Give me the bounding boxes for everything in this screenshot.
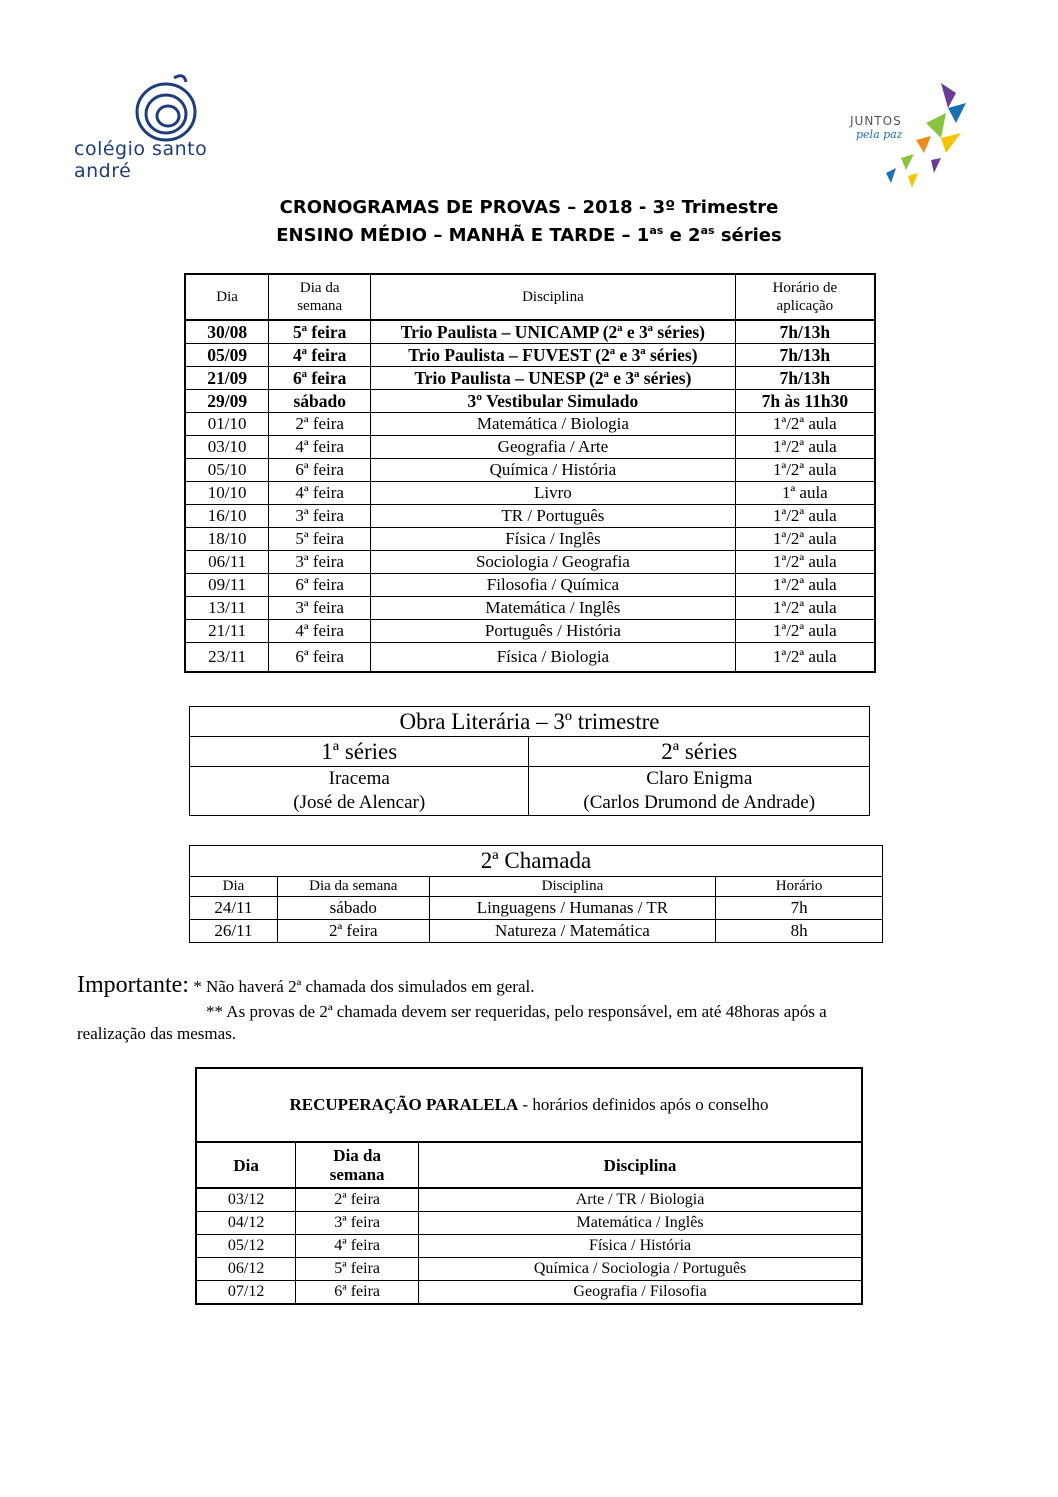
table-cell: 5ª feira — [269, 320, 371, 344]
importante-note3: realização das mesmas. — [77, 1024, 237, 1043]
juntos-badge — [846, 78, 976, 193]
table-row — [185, 390, 875, 413]
table-row — [185, 551, 875, 574]
table-cell: 4ª feira — [269, 344, 371, 367]
segunda-chamada-table — [189, 845, 883, 943]
table-cell: 1ª/2ª aula — [735, 436, 875, 459]
table-row — [185, 505, 875, 528]
table-cell: Química / História — [371, 459, 736, 482]
school-logo — [74, 70, 254, 182]
table-cell: 01/10 — [185, 413, 269, 436]
table-row — [196, 1281, 862, 1305]
recuperacao-title-rest: - horários definidos após o conselho — [518, 1095, 769, 1114]
table-cell: 29/09 — [185, 390, 269, 413]
table-cell: sábado — [277, 897, 429, 920]
table-cell: Geografia / Filosofia — [419, 1281, 862, 1305]
table-cell: 21/09 — [185, 367, 269, 390]
table-cell: 18/10 — [185, 528, 269, 551]
table-cell: Matemática / Inglês — [419, 1212, 862, 1235]
table-cell: 1ª/2ª aula — [735, 643, 875, 673]
table-cell: 3ª feira — [296, 1212, 419, 1235]
subtitle-pre: ENSINO MÉDIO – MANHÃ E TARDE – 1 — [276, 225, 650, 246]
page-title: CRONOGRAMAS DE PROVAS – 2018 - 3º Trimestre — [279, 197, 779, 218]
table-cell: 1ª/2ª aula — [735, 620, 875, 643]
table-cell: sábado — [269, 390, 371, 413]
table-row — [185, 597, 875, 620]
chamada-title: 2ª Chamada — [190, 846, 883, 877]
table-cell: 1ª/2ª aula — [735, 528, 875, 551]
importante-note2: ** As provas de 2ª chamada devem ser requeridas, pelo responsável, em até 48horas após a — [206, 1002, 827, 1021]
chamada-header-disciplina: Disciplina — [429, 877, 716, 897]
table-cell: 2ª feira — [277, 920, 429, 943]
obra-col1-book: Iracema — [328, 768, 390, 789]
table-row — [185, 367, 875, 390]
table-row — [185, 528, 875, 551]
obra-col2-header: 2ª séries — [529, 737, 870, 767]
table-cell: Linguagens / Humanas / TR — [429, 897, 716, 920]
table-cell: 24/11 — [190, 897, 278, 920]
table-cell: 03/10 — [185, 436, 269, 459]
table-cell: 1ª/2ª aula — [735, 413, 875, 436]
table-cell: 8h — [716, 920, 883, 943]
subtitle-mid: e 2 — [663, 225, 701, 246]
table-cell: Livro — [371, 482, 736, 505]
table-cell: 1ª/2ª aula — [735, 551, 875, 574]
table-row — [185, 413, 875, 436]
table-cell: 06/11 — [185, 551, 269, 574]
table-cell: Matemática / Inglês — [371, 597, 736, 620]
school-name: colégio santo andré — [74, 138, 208, 182]
table-cell: 1ª/2ª aula — [735, 574, 875, 597]
table-cell: 05/12 — [196, 1235, 296, 1258]
table-cell: 23/11 — [185, 643, 269, 673]
table-cell: 6ª feira — [269, 367, 371, 390]
table-row — [185, 459, 875, 482]
table-cell: 6ª feira — [296, 1281, 419, 1305]
table-row — [196, 1188, 862, 1212]
badge-text: JUNTOS — [850, 114, 902, 128]
table-cell: 3ª feira — [269, 551, 371, 574]
table-cell: 05/09 — [185, 344, 269, 367]
table-cell: 03/12 — [196, 1188, 296, 1212]
importante-note1: * Não haverá 2ª chamada dos simulados em geral. — [188, 977, 535, 996]
table-cell: Química / Sociologia / Português — [419, 1258, 862, 1281]
page-subtitle — [0, 225, 1058, 246]
importante-colon: : — [182, 972, 189, 998]
table-cell: 6ª feira — [269, 643, 371, 673]
subtitle-sup1: as — [649, 224, 664, 237]
table-cell: Arte / TR / Biologia — [419, 1188, 862, 1212]
table-cell: 3º Vestibular Simulado — [371, 390, 736, 413]
obra-col1-cell — [190, 767, 529, 816]
obra-title: Obra Literária – 3º trimestre — [190, 707, 870, 737]
table-header-row — [185, 274, 875, 320]
badge-subtext: pela paz — [856, 128, 903, 141]
table-cell: 7h/13h — [735, 367, 875, 390]
table-cell: 3ª feira — [269, 597, 371, 620]
table-cell: 09/11 — [185, 574, 269, 597]
header-horario: Horário de aplicação — [735, 274, 875, 320]
table-cell: 04/12 — [196, 1212, 296, 1235]
table-cell: 06/12 — [196, 1258, 296, 1281]
table-cell: 10/10 — [185, 482, 269, 505]
recuperacao-header-row — [196, 1142, 862, 1188]
table-cell: 5ª feira — [269, 528, 371, 551]
obra-col2-book: Claro Enigma — [646, 768, 753, 789]
table-cell: 4ª feira — [269, 436, 371, 459]
table-cell: 13/11 — [185, 597, 269, 620]
table-cell: 2ª feira — [296, 1188, 419, 1212]
recuperacao-title — [196, 1068, 862, 1142]
table-row — [190, 920, 883, 943]
table-cell: Filosofia / Química — [371, 574, 736, 597]
chamada-header-row — [190, 877, 883, 897]
table-cell: 2ª feira — [269, 413, 371, 436]
obra-col2-author: (Carlos Drumond de Andrade) — [583, 792, 816, 813]
table-cell: 30/08 — [185, 320, 269, 344]
table-cell: 1ª aula — [735, 482, 875, 505]
table-cell: 6ª feira — [269, 574, 371, 597]
table-cell: 1ª/2ª aula — [735, 597, 875, 620]
recuperacao-table — [195, 1067, 863, 1305]
table-cell: Física / Biologia — [371, 643, 736, 673]
chamada-header-dia: Dia — [190, 877, 278, 897]
obra-col2-cell — [529, 767, 870, 816]
recuperacao-header-dia: Dia — [196, 1142, 296, 1188]
table-cell: TR / Português — [371, 505, 736, 528]
table-cell: 7h — [716, 897, 883, 920]
table-row — [196, 1258, 862, 1281]
table-row — [196, 1212, 862, 1235]
obra-literaria-table — [189, 706, 870, 816]
chamada-header-horario: Horário — [716, 877, 883, 897]
header-disciplina: Disciplina — [371, 274, 736, 320]
header-dia: Dia — [185, 274, 269, 320]
table-cell: 05/10 — [185, 459, 269, 482]
table-cell: 1ª/2ª aula — [735, 459, 875, 482]
table-cell: 07/12 — [196, 1281, 296, 1305]
importante-label: Importante — [77, 972, 183, 998]
obra-col1-header: 1ª séries — [190, 737, 529, 767]
table-row — [185, 320, 875, 344]
table-cell: 4ª feira — [269, 620, 371, 643]
table-cell: 7h/13h — [735, 320, 875, 344]
table-row — [185, 620, 875, 643]
table-cell: Matemática / Biologia — [371, 413, 736, 436]
table-cell: 4ª feira — [269, 482, 371, 505]
recuperacao-title-bold: RECUPERAÇÃO PARALELA — [289, 1095, 519, 1114]
table-cell: 1ª/2ª aula — [735, 505, 875, 528]
header-dia-semana: Dia da semana — [269, 274, 371, 320]
table-row — [196, 1235, 862, 1258]
obra-col1-author: (José de Alencar) — [293, 792, 426, 813]
table-row — [185, 643, 875, 673]
table-row — [185, 344, 875, 367]
importante-block — [77, 972, 535, 999]
recuperacao-header-disciplina: Disciplina — [419, 1142, 862, 1188]
table-cell: Trio Paulista – UNESP (2ª e 3ª séries) — [371, 367, 736, 390]
chamada-header-dia-semana: Dia da semana — [277, 877, 429, 897]
table-cell: 26/11 — [190, 920, 278, 943]
subtitle-post: séries — [714, 225, 782, 246]
table-cell: Natureza / Matemática — [429, 920, 716, 943]
table-row — [185, 436, 875, 459]
table-row — [185, 574, 875, 597]
table-cell: Física / História — [419, 1235, 862, 1258]
recuperacao-header-dia-semana: Dia da semana — [296, 1142, 419, 1188]
table-cell: Sociologia / Geografia — [371, 551, 736, 574]
table-row — [185, 482, 875, 505]
table-cell: Trio Paulista – FUVEST (2ª e 3ª séries) — [371, 344, 736, 367]
table-cell: Português / História — [371, 620, 736, 643]
table-cell: 6ª feira — [269, 459, 371, 482]
table-cell: 7h/13h — [735, 344, 875, 367]
table-row — [190, 897, 883, 920]
exam-schedule-table — [184, 273, 876, 673]
table-cell: 3ª feira — [269, 505, 371, 528]
table-cell: Trio Paulista – UNICAMP (2ª e 3ª séries) — [371, 320, 736, 344]
subtitle-sup2: as — [700, 224, 715, 237]
table-cell: 16/10 — [185, 505, 269, 528]
table-cell: 21/11 — [185, 620, 269, 643]
table-cell: 5ª feira — [296, 1258, 419, 1281]
table-cell: 7h às 11h30 — [735, 390, 875, 413]
table-cell: 4ª feira — [296, 1235, 419, 1258]
table-cell: Física / Inglês — [371, 528, 736, 551]
table-cell: Geografia / Arte — [371, 436, 736, 459]
